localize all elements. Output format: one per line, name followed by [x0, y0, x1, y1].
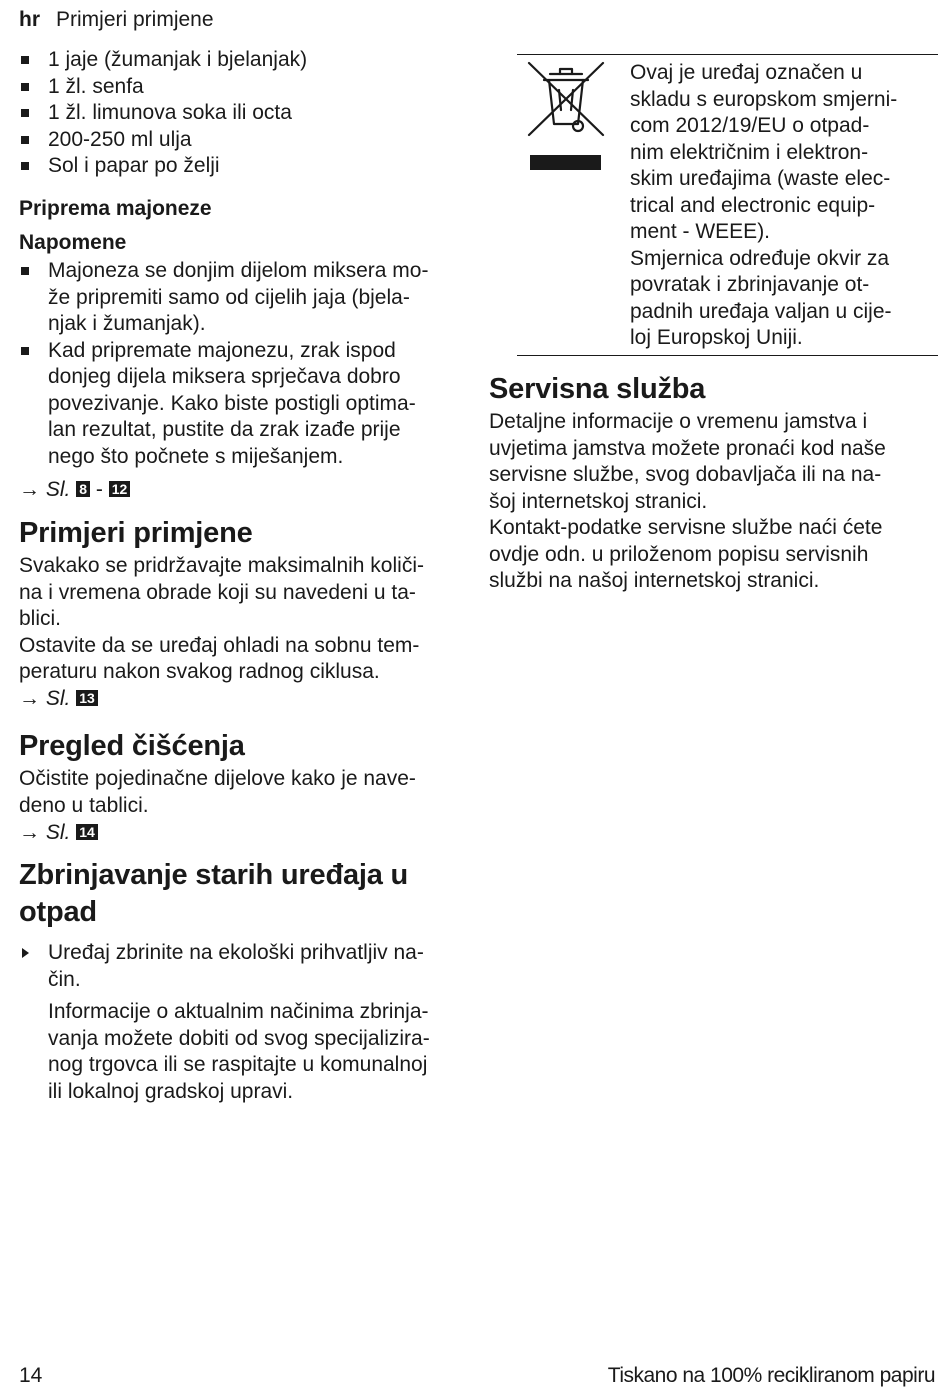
language-code: hr	[19, 8, 40, 31]
page-number: 14	[19, 1364, 43, 1387]
service-text: Detaljne informacije o vremenu jamstva i uvjetima jamstva možete pronaći kod naše servisne službe, svog dobavljača ili na na- šoj internetskoj stranici. Kontakt-podatke servisne službe naći ćete ovdje odn. u priloženom popisu servisnih službi na našoj internetskoj stranici.	[489, 410, 886, 592]
arrow-right-icon: →	[19, 821, 40, 844]
list-item: Majoneza se donjim dijelom miksera mo- že pripremiti samo od cijelih jaja (bjela- njak i žumanjak).	[19, 258, 469, 338]
ingredient-list	[19, 47, 469, 180]
section-heading: Zbrinjavanje starih uređaja u otpad	[19, 859, 409, 928]
crossed-out-wheeled-bin-icon	[526, 60, 606, 174]
bullet-square-icon	[21, 136, 29, 144]
list-item: 1 žl. senfa	[19, 74, 469, 101]
figure-reference: → Sl. 13	[19, 686, 98, 712]
step-arrow-icon	[22, 948, 29, 958]
section-heading: Servisna služba	[489, 373, 706, 405]
figure-reference: → Sl. 8 - 12	[19, 477, 130, 503]
notes-heading: Napomene	[19, 231, 127, 254]
figure-badge: 8	[76, 481, 90, 497]
list-item: 200-250 ml ulja	[19, 127, 469, 154]
disposal-steps	[19, 940, 469, 1105]
bullet-square-icon	[21, 267, 29, 275]
figure-badge: 12	[109, 481, 131, 497]
arrow-right-icon: →	[19, 478, 40, 501]
step-info: Informacije o aktualnim načinima zbrinja- vanja možete dobiti od svog specijalizira- nog trgovca ili se raspitajte u komunalnoj ili lokalnoj gradskoj upravi.	[48, 1000, 430, 1103]
arrow-right-icon: →	[19, 687, 40, 710]
bullet-square-icon	[21, 347, 29, 355]
page-header	[19, 8, 214, 32]
weee-text: Ovaj je uređaj označen u skladu s europskom smjerni- com 2012/19/EU o otpad- nim električnim i elektron- skim uređajima (waste elec- trical and electronic equip- ment - WEEE). Smjernica određuje okvir za povratak i zbrinjavanje ot- padnih uređaja valjan u cije- loj Europskoj Uniji.	[630, 61, 898, 349]
examples-text: Svakako se pridržavajte maksimalnih količi- na i vremena obrade koji su navedeni u ta- blici. Ostavite da se uređaj ohladi na sobnu tem- peraturu nakon svakog radnog ciklusa.	[19, 554, 424, 683]
section-heading: Pregled čišćenja	[19, 730, 245, 762]
figure-reference: → Sl. 14	[19, 820, 98, 846]
bullet-square-icon	[21, 109, 29, 117]
bullet-square-icon	[21, 162, 29, 170]
cleaning-text: Očistite pojedinačne dijelove kako je nave- deno u tablici.	[19, 767, 416, 817]
list-item: Kad pripremate majonezu, zrak ispod donjeg dijela miksera sprječava dobro povezivanje. Kako biste postigli optima- lan rezultat, pustite da zrak izađe prije nego što počnete s miješanjem.	[19, 338, 469, 471]
notes-list	[19, 258, 469, 470]
list-item: 1 jaje (žumanjak i bjelanjak)	[19, 47, 469, 74]
list-item: 1 žl. limunova soka ili octa	[19, 100, 469, 127]
step-item: Uređaj zbrinite na ekološki prihvatljiv na- čin.	[19, 940, 469, 993]
header-title: Primjeri primjene	[56, 8, 214, 31]
list-item: Sol i papar po želji	[19, 153, 469, 180]
footer-note: Tiskano na 100% recikliranom papiru	[607, 1364, 935, 1387]
bullet-square-icon	[21, 56, 29, 64]
mayo-heading: Priprema majoneze	[19, 197, 212, 220]
bullet-square-icon	[21, 83, 29, 91]
section-heading: Primjeri primjene	[19, 517, 253, 549]
figure-badge: 13	[76, 690, 98, 706]
figure-badge: 14	[76, 824, 98, 840]
